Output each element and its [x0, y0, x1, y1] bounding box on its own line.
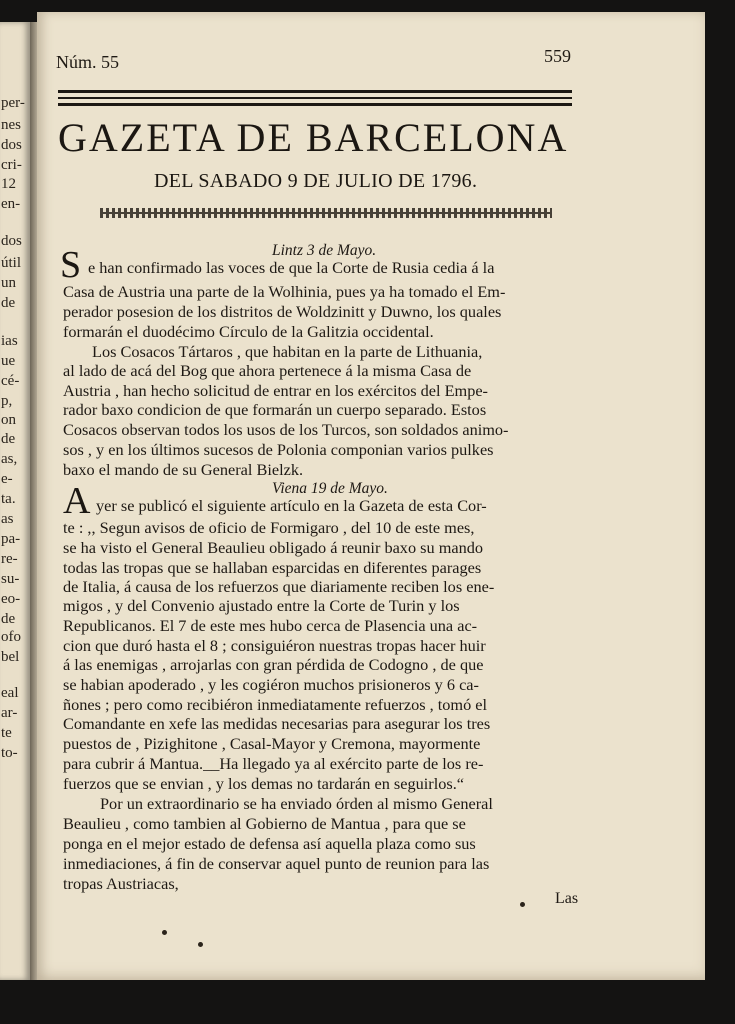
article-line: rador baxo condicion de que formarán un cuerpo separado. Estos	[63, 400, 487, 419]
header-rule	[58, 103, 572, 106]
catchword: Las	[555, 890, 579, 907]
dateline: DEL SABADO 9 DE JULIO DE 1796.	[154, 170, 478, 192]
article-dateline: Lintz 3 de Mayo.	[272, 242, 377, 259]
article-line: inmediaciones, á fin de conservar aquel punto de reunion para las	[63, 854, 490, 873]
facing-page-fragment: en-	[1, 196, 21, 212]
facing-page-fragment: p,	[1, 393, 13, 409]
article-line: cion que duró hasta el 8 ; consiguiéron nuestras tropas hacer huir	[63, 636, 486, 655]
article-line: te : ,, Segun avisos de oficio de Formigaro , del 10 de este mes,	[63, 518, 475, 537]
facing-page-fragment: útil	[1, 255, 22, 271]
facing-page-fragment: de	[1, 431, 16, 447]
article-line: Los Cosacos Tártaros , que habitan en la parte de Lithuania,	[92, 342, 483, 361]
facing-page-fragment: te	[1, 725, 12, 741]
article-line: formarán el duodécimo Círculo de la Galitzia occidental.	[63, 322, 434, 341]
facing-page-fragment: un	[1, 275, 16, 291]
header-rule	[58, 90, 572, 93]
article-line: Por un extraordinario se ha enviado órden al mismo General	[100, 794, 493, 813]
facing-page-fragment: as	[1, 511, 14, 527]
facing-page-fragment: eo-	[1, 591, 21, 607]
drop-cap: S	[60, 244, 82, 286]
article-line: fuerzos que se envian , y los demas no tardarán en seguirlos.“	[63, 774, 465, 793]
facing-page-fragment: on	[1, 412, 16, 428]
article-line: Casa de Austria una parte de la Wolhinia, pues ya ha tomado el Em-	[63, 282, 506, 301]
facing-page-fragment: cri-	[1, 157, 22, 173]
facing-page-fragment: per-	[1, 95, 25, 111]
facing-page-fragment: as,	[1, 451, 18, 467]
facing-page-fragment: su-	[1, 571, 20, 587]
article-line: se habian apoderado , y les cogiéron muchos prisioneros y 6 ca-	[63, 675, 479, 694]
facing-page-fragment: dos	[1, 233, 22, 249]
article-line: Beaulieu , como tambien al Gobierno de Mantua , para que se	[63, 814, 466, 833]
facing-page-fragment: de	[1, 295, 16, 311]
article-line: puestos de , Pizighitone , Casal-Mayor y Cremona, mayormente	[63, 734, 481, 753]
article-line: se ha visto el General Beaulieu obligado á reunir baxo su mando	[63, 538, 484, 557]
article-line: ponga en el mejor estado de defensa así aquella plaza como sus	[63, 834, 476, 853]
facing-page-fragment: to-	[1, 745, 18, 761]
article-line: á las enemigas , arrojarlas con gran pérdida de Codogno , de que	[63, 655, 484, 674]
article-line: ñones ; pero como recibiéron inmediatamente refuerzos , tomó el	[63, 695, 488, 714]
facing-page-fragment: dos	[1, 137, 22, 153]
issue-number: Núm. 55	[56, 52, 119, 72]
article-line: Austria , han hecho solicitud de entrar en los exércitos del Empe-	[63, 381, 488, 400]
article-line: e han confirmado las voces de que la Corte de Rusia cedia á la	[88, 258, 495, 277]
article-line: al lado de acá del Bog que ahora pertenece á la misma Casa de	[63, 361, 472, 380]
facing-page-fragment: re-	[1, 551, 18, 567]
ink-speck	[198, 942, 203, 947]
facing-page-fragment: e-	[1, 471, 13, 487]
facing-page-fragment: eal	[1, 685, 19, 701]
article-line: para cubrir á Mantua.__Ha llegado ya al exército parte de los re-	[63, 754, 484, 773]
ink-speck	[520, 902, 525, 907]
facing-page-fragment: nes	[1, 117, 21, 133]
ornamental-divider	[100, 208, 552, 218]
facing-page-fragment: ar-	[1, 705, 18, 721]
masthead-title: GAZETA DE BARCELONA	[58, 115, 569, 160]
article-line: Republicanos. El 7 de este mes hubo cerca de Plasencia una ac-	[63, 616, 478, 635]
facing-page-fragment: pa-	[1, 531, 21, 547]
facing-page-fragment: cé-	[1, 373, 20, 389]
ink-speck	[162, 930, 167, 935]
facing-page-fragment: de	[1, 611, 16, 627]
article-line: migos , y del Convenio ajustado entre la Corte de Turin y los	[63, 596, 460, 615]
article-line: yer se publicó el siguiente artículo en la Gazeta de esta Cor-	[96, 496, 487, 515]
article-line: Comandante en xefe las medidas necesarias para asegurar los tres	[63, 714, 491, 733]
facing-page-fragment: bel	[1, 649, 20, 665]
facing-page-edge	[0, 22, 30, 980]
facing-page-fragment: ue	[1, 353, 16, 369]
article-line: Cosacos observan todos los usos de los Turcos, son soldados animo-	[63, 420, 509, 439]
header-rule	[58, 97, 572, 99]
article-line: perador posesion de los distritos de Woldzinitt y Duwno, los quales	[63, 302, 502, 321]
page-number: 559	[544, 46, 571, 66]
facing-page-fragment: 12	[1, 176, 16, 192]
facing-page-fragment: ta.	[1, 491, 16, 507]
facing-page-fragment: ofo	[1, 629, 21, 645]
article-dateline: Viena 19 de Mayo.	[272, 480, 388, 497]
article-line: de Italia, á causa de los refuerzos que diariamente reciben los ene-	[63, 577, 495, 596]
article-line: todas las tropas que se hallaban esparcidas en diferentes parages	[63, 558, 482, 577]
article-line: baxo el mando de su General Bielzk.	[63, 460, 304, 479]
drop-cap: A	[63, 480, 91, 522]
article-line: sos , y en los últimos sucesos de Polonia componian varios pulkes	[63, 440, 494, 459]
article-line: tropas Austriacas,	[63, 874, 179, 893]
facing-page-fragment: ias	[1, 333, 18, 349]
